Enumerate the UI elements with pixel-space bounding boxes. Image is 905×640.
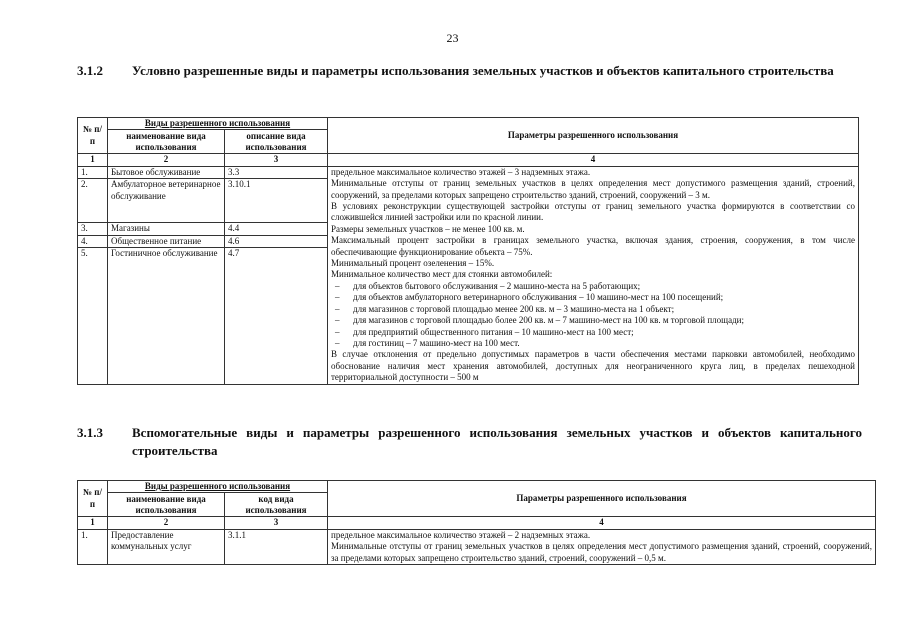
parking-item: – для магазинов с торговой площадью менее 200 кв. м – 3 машино-места на 1 объект; bbox=[331, 304, 855, 315]
header-desc: код вида использования bbox=[225, 493, 328, 517]
param-line: Размеры земельных участков – не менее 100 кв. м. bbox=[331, 223, 525, 234]
conditional-uses-table bbox=[77, 117, 859, 385]
header-desc: описание вида использования bbox=[225, 130, 328, 154]
parking-item: – для гостиниц – 7 машино-мест на 100 мест. bbox=[331, 338, 855, 349]
auxiliary-uses-table bbox=[77, 480, 876, 565]
section-3-1-2-heading bbox=[77, 62, 862, 80]
row-name: Магазины bbox=[108, 223, 225, 235]
row-name: Амбулаторное ветеринарное обслуживание bbox=[108, 179, 225, 223]
row-num: 1. bbox=[78, 529, 108, 564]
col-number: 2 bbox=[108, 517, 225, 529]
row-code: 3.3 bbox=[225, 166, 328, 178]
row-name: Предоставление коммунальных услуг bbox=[108, 529, 225, 564]
section-number: 3.1.3 bbox=[77, 425, 103, 440]
param-line: предельное максимальное количество этажей – 2 надземных этажа. bbox=[331, 529, 591, 540]
col-number: 1 bbox=[78, 154, 108, 166]
parking-item: – для предприятий общественного питания – 10 машино-мест на 100 мест; bbox=[331, 327, 855, 338]
col-number: 2 bbox=[108, 154, 225, 166]
params-cell bbox=[328, 166, 859, 384]
row-code: 3.1.1 bbox=[225, 529, 328, 564]
col-number: 3 bbox=[225, 154, 328, 166]
header-num: № п/п bbox=[78, 481, 108, 517]
row-num: 3. bbox=[78, 223, 108, 235]
page-number: 23 bbox=[446, 31, 459, 45]
header-name: наименование вида использования bbox=[108, 130, 225, 154]
section-number: 3.1.2 bbox=[77, 63, 103, 78]
parking-item: – для магазинов с торговой площадью более 200 кв. м – 7 машино-мест на 100 кв. м торговой площади; bbox=[331, 315, 855, 326]
section-title: Вспомогательные виды и параметры разрешенного использования земельных участков и объектов капитального строительства bbox=[132, 425, 862, 458]
row-num: 5. bbox=[78, 248, 108, 385]
param-line: В условиях реконструкции существующей застройки отступы от границ земельного участка формируются в соответствии со сложившейся линией застройки или по красной линии. bbox=[331, 201, 855, 223]
col-number: 4 bbox=[328, 154, 859, 166]
param-line: Минимальный процент озеленения – 15%. bbox=[331, 258, 495, 269]
parking-item: – для объектов бытового обслуживания – 2 машино-места на 5 работающих; bbox=[331, 281, 855, 292]
row-num: 4. bbox=[78, 235, 108, 247]
parking-item: – для объектов амбулаторного ветеринарного обслуживания – 10 машино-мест на 100 посещений; bbox=[331, 292, 855, 303]
row-num: 1. bbox=[78, 166, 108, 178]
row-code: 4.7 bbox=[225, 248, 328, 385]
param-line: Минимальные отступы от границ земельных участков в целях определения мест допустимого размещения зданий, строений, сооружений, за пределами которых запрещено строительство зданий, строений, сооружений – 0,5 м. bbox=[331, 541, 872, 563]
param-line: В случае отклонения от предельно допустимых параметров в части обеспечения местами парковки автомобилей, необходимо обоснование наличия мест хранения автомобилей, доступных для неограниченного круга лиц, в пределах пешеходной территориальной доступности – 500 м bbox=[331, 349, 855, 383]
col-number: 3 bbox=[225, 517, 328, 529]
col-number: 4 bbox=[328, 517, 876, 529]
section-title: Условно разрешенные виды и параметры использования земельных участков и объектов капитального строительства bbox=[132, 63, 834, 78]
row-code: 4.4 bbox=[225, 223, 328, 235]
header-group: Виды разрешенного использования bbox=[108, 118, 328, 130]
row-code: 3.10.1 bbox=[225, 179, 328, 223]
param-line: Минимальное количество мест для стоянки автомобилей: bbox=[331, 269, 553, 280]
param-line: Минимальные отступы от границ земельных участков в целях определения мест допустимого размещения зданий, строений, сооружений, за пределами которых запрещено строительство зданий, строений, сооружений – 3 м. bbox=[331, 178, 855, 200]
header-params: Параметры разрешенного использования bbox=[328, 118, 859, 154]
row-name: Гостиничное обслуживание bbox=[108, 248, 225, 385]
row-name: Общественное питание bbox=[108, 235, 225, 247]
row-num: 2. bbox=[78, 179, 108, 223]
header-group: Виды разрешенного использования bbox=[108, 481, 328, 493]
section-3-1-3-heading bbox=[77, 424, 862, 460]
row-name: Бытовое обслуживание bbox=[108, 166, 225, 178]
header-params: Параметры разрешенного использования bbox=[328, 481, 876, 517]
param-line: Максимальный процент застройки в границах земельного участка, включая здания, строения, сооружения, в том числе обеспечивающие функционирование объекта – 75%. bbox=[331, 235, 855, 257]
param-line: предельное максимальное количество этажей – 3 надземных этажа. bbox=[331, 166, 591, 177]
params-cell bbox=[328, 529, 876, 564]
col-number: 1 bbox=[78, 517, 108, 529]
row-code: 4.6 bbox=[225, 235, 328, 247]
header-name: наименование вида использования bbox=[108, 493, 225, 517]
header-num: № п/п bbox=[78, 118, 108, 154]
